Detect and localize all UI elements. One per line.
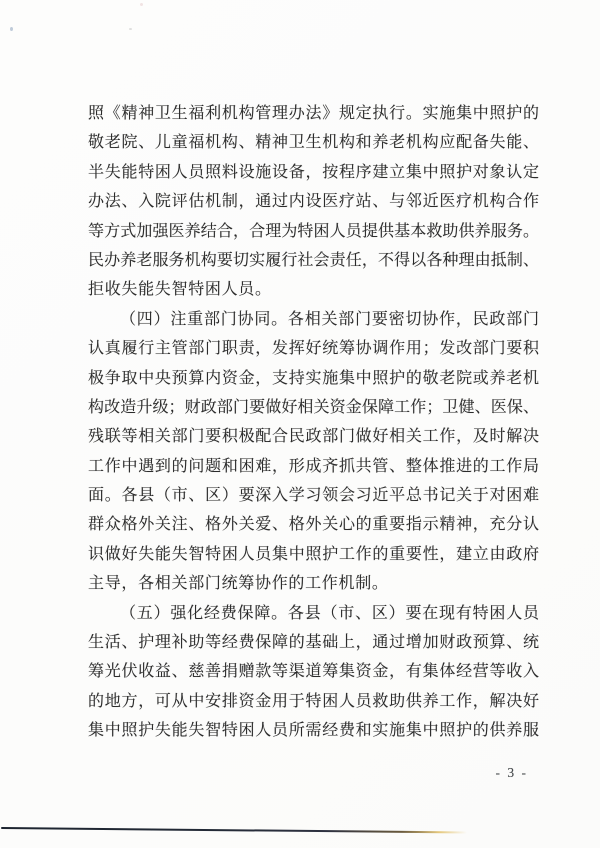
- scan-speck: [10, 27, 13, 31]
- text-line: 认真履行主管部门职责，发挥好统筹协调作用；发改部门要积: [88, 340, 539, 358]
- document-body: [88, 99, 539, 746]
- page-number: - 3 -: [495, 765, 528, 780]
- text-line: 民办养老服务机构要切实履行社会责任，不得以各种理由抵制、: [88, 251, 539, 269]
- text-line: 办法、入院评估机制，通过内设医疗站、与邻近医疗机构合作: [88, 193, 539, 211]
- text-line: 工作中遇到的问题和困难，形成齐抓共管、整体推进的工作局: [88, 457, 539, 475]
- text-line: 等方式加强医养结合，合理为特困人员提供基本救助供养服务。: [88, 222, 539, 240]
- text-line: 主导，各相关部门统筹协作的工作机制。: [88, 575, 389, 593]
- scan-speck: [140, 3, 143, 6]
- text-line: 敬老院、儿童福机构、精神卫生机构和养老机构应配备失能、: [88, 134, 539, 152]
- text-line: 半失能特困人员照料设施设备，按程序建立集中照护对象认定: [88, 163, 539, 181]
- text-line: （五）强化经费保障。各县（市、区）要在现有特困人员: [120, 604, 539, 622]
- text-line: 拒收失能失智特困人员。: [88, 281, 272, 299]
- text-line: 的地方，可从中安排资金用于特困人员救助供养工作，解决好: [88, 692, 539, 710]
- text-line: 群众格外关注、格外关爱、格外关心的重要指示精神，充分认: [88, 516, 539, 534]
- text-line: （四）注重部门协同。各相关部门要密切协作，民政部门: [120, 310, 539, 328]
- text-line: 残联等相关部门要积极配合民政部门做好相关工作，及时解决: [88, 428, 539, 446]
- text-line: 筹光伏收益、慈善捐赠款等渠道筹集资金，有集体经营等收入: [88, 663, 539, 681]
- text-line: 集中照护失能失智特困人员所需经费和实施集中照护的供养服: [88, 722, 539, 740]
- text-line: 极争取中央预算内资金，支持实施集中照护的敬老院或养老机: [88, 369, 539, 387]
- text-line: 构改造升级；财政部门要做好相关资金保障工作；卫健、医保、: [88, 398, 539, 416]
- text-line: 面。各县（市、区）要深入学习领会习近平总书记关于对困难: [88, 487, 539, 505]
- scan-edge-artifact-line: [1, 827, 467, 833]
- text-line: 照《精神卫生福利机构管理办法》规定执行。实施集中照护的: [88, 105, 539, 122]
- scan-speck: [129, 28, 132, 30]
- text-line: 识做好失能失智特困人员集中照护工作的重要性，建立由政府: [88, 545, 539, 563]
- text-line: 生活、护理补助等经费保障的基础上，通过增加财政预算、统: [88, 634, 539, 652]
